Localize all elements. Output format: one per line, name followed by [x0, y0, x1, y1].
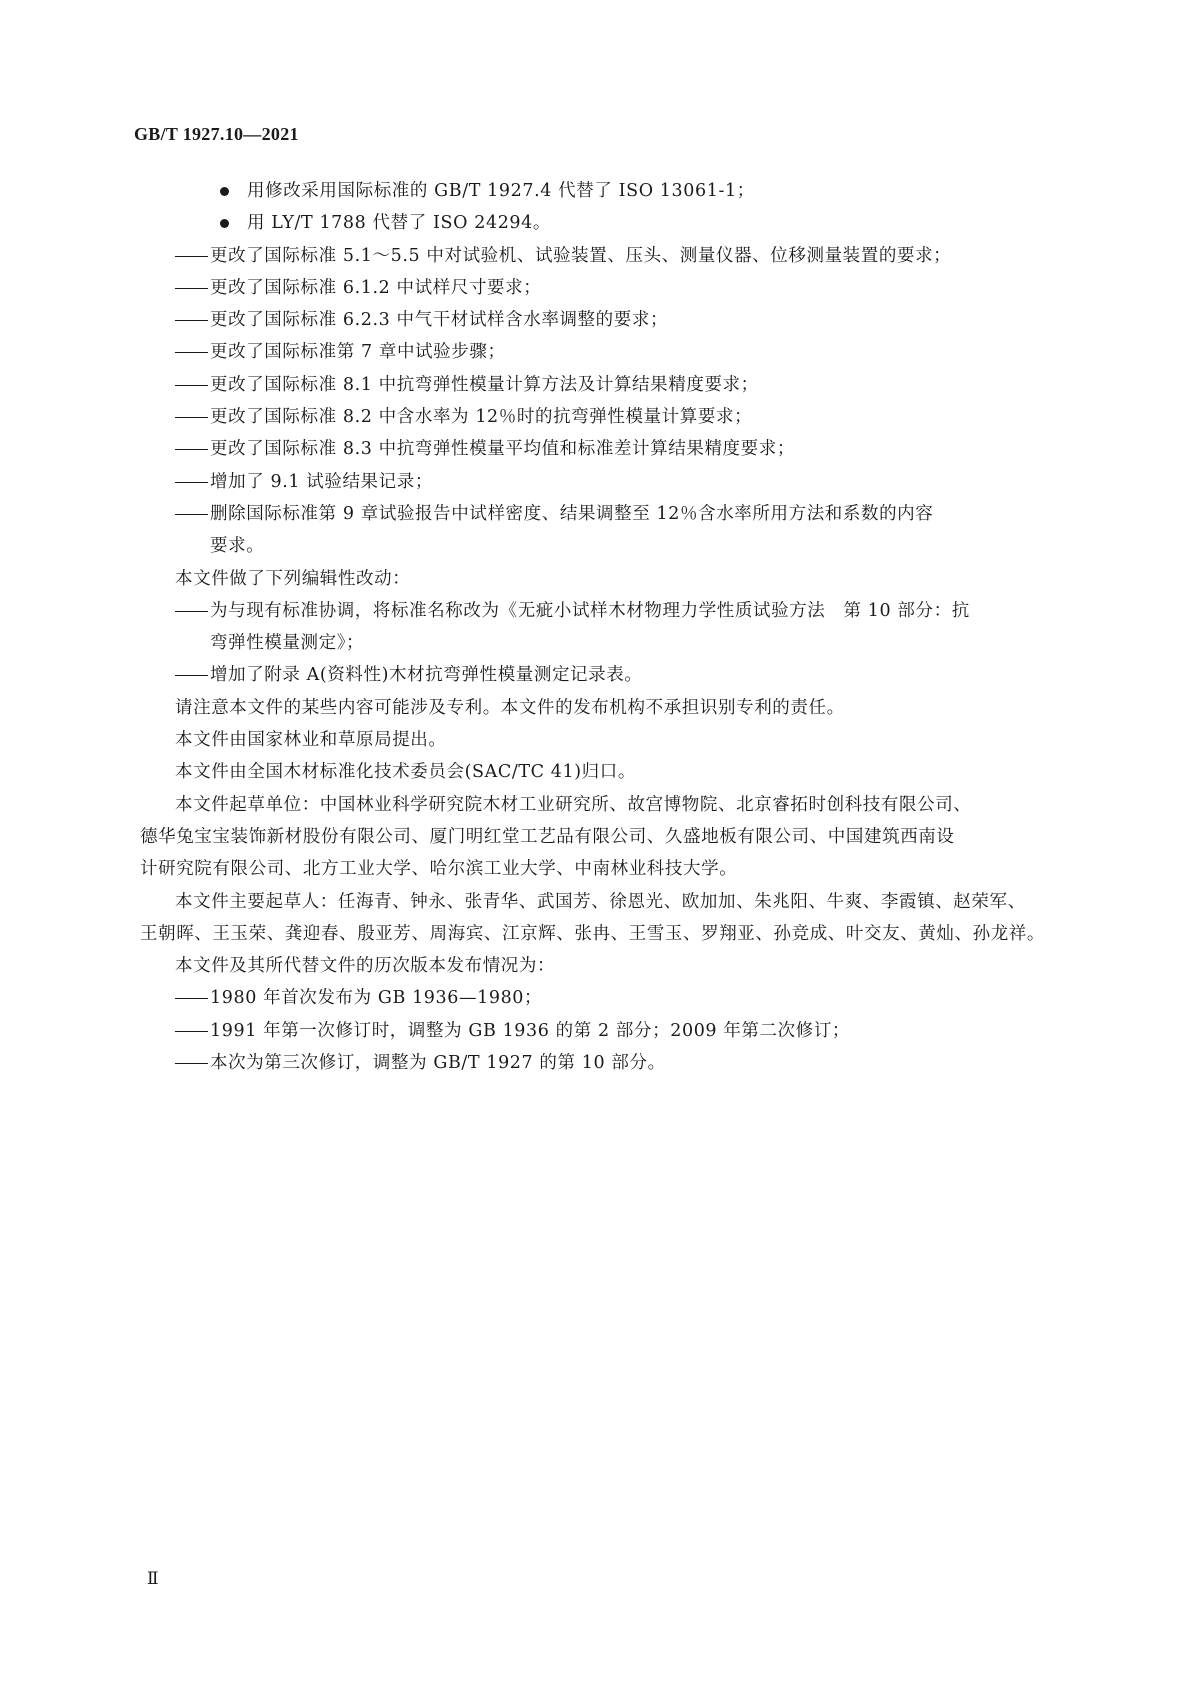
editorial-item — [175, 659, 1055, 691]
change-item — [175, 466, 1055, 498]
dash-mark-icon — [175, 352, 208, 353]
change-text-continued: 要求。 — [210, 536, 265, 557]
bullet-text: 用修改采用国际标准的 GB/T 1927.4 代替了 ISO 13061-1； — [247, 181, 755, 201]
document-body — [140, 175, 1055, 1079]
patent-note: 请注意本文件的某些内容可能涉及专利。本文件的发布机构不承担识别专利的责任。 — [175, 697, 845, 718]
dash-mark-icon — [175, 998, 208, 999]
dash-mark-icon — [175, 256, 208, 257]
dash-mark-icon — [175, 514, 208, 515]
change-item — [175, 272, 1055, 304]
dash-mark-icon — [175, 288, 208, 289]
document-id-header: GB/T 1927.10—2021 — [134, 124, 299, 144]
change-text: 更改了国际标准 8.3 中抗弯弹性模量平均值和标准差计算结果精度要求； — [210, 439, 795, 460]
drafters-line: 王朝晖、王玉荣、龚迎春、殷亚芳、周海宾、江京辉、张冉、王雪玉、罗翔亚、孙竞成、叶交友、黄灿、孙龙祥。 — [140, 923, 1045, 944]
bullet-text: 用 LY/T 1788 代替了 ISO 24294。 — [247, 213, 551, 234]
drafting-units-line: 本文件起草单位：中国林业科学研究院木材工业研究所、故宫博物院、北京睿拓时创科技有限公司、 — [175, 794, 972, 815]
drafting-units-line: 德华兔宝宝装饰新材股份有限公司、厦门明红堂工艺品有限公司、久盛地板有限公司、中国建筑西南设 — [140, 826, 955, 847]
drafting-units-line: 计研究院有限公司、北方工业大学、哈尔滨工业大学、中南林业科技大学。 — [140, 859, 738, 880]
change-text: 更改了国际标准 8.2 中含水率为 12％时的抗弯弹性模量计算要求； — [210, 407, 753, 428]
dash-mark-icon — [175, 417, 208, 418]
dash-mark-icon — [175, 320, 208, 321]
drafters-line: 本文件主要起草人：任海青、钟永、张青华、武国芳、徐恩光、欧加加、朱兆阳、牛爽、李霞镇、赵荣军、 — [175, 891, 1026, 912]
history-text: 1980 年首次发布为 GB 1936—1980； — [210, 988, 543, 1009]
history-text: 本次为第三次修订，调整为 GB/T 1927 的第 10 部分。 — [210, 1053, 666, 1074]
bullet-item — [175, 207, 1055, 239]
change-item — [175, 401, 1055, 433]
page-number: Ⅱ — [147, 1569, 158, 1588]
history-item — [175, 982, 1055, 1014]
change-text: 更改了国际标准 5.1～5.5 中对试验机、试验装置、压头、测量仪器、位移测量装置的要求； — [210, 245, 952, 266]
history-text: 1991 年第一次修订时，调整为 GB 1936 的第 2 部分；2009 年第二次修订； — [210, 1020, 851, 1041]
change-text: 删除国际标准第 9 章试验报告中试样密度、结果调整至 12％含水率所用方法和系数的内容 — [210, 503, 934, 524]
bullet-dot-icon — [220, 187, 229, 196]
dash-mark-icon — [175, 449, 208, 450]
editorial-intro: 本文件做了下列编辑性改动： — [175, 568, 411, 589]
change-text: 增加了 9.1 试验结果记录； — [210, 471, 433, 492]
dash-mark-icon — [175, 385, 208, 386]
editorial-text-continued: 弯弹性模量测定》； — [210, 633, 365, 654]
change-text: 更改了国际标准 6.1.2 中试样尺寸要求； — [210, 277, 542, 298]
bullet-item — [175, 175, 1055, 207]
committee-note: 本文件由全国木材标准化技术委员会(SAC/TC 41)归口。 — [175, 762, 636, 783]
dash-mark-icon — [175, 675, 208, 676]
change-item — [175, 433, 1055, 465]
dash-mark-icon — [175, 482, 208, 483]
history-item — [175, 1015, 1055, 1047]
change-item — [175, 336, 1055, 368]
change-text: 更改了国际标准第 7 章中试验步骤； — [210, 342, 506, 363]
change-text: 更改了国际标准 6.2.3 中气干材试样含水率调整的要求； — [210, 310, 669, 331]
editorial-text: 为与现有标准协调，将标准名称改为《无疵小试样木材物理力学性质试验方法 第 10 部分：抗 — [210, 600, 970, 621]
proposer-note: 本文件由国家林业和草原局提出。 — [175, 730, 447, 751]
change-item — [175, 369, 1055, 401]
dash-mark-icon — [175, 611, 208, 612]
editorial-item — [175, 595, 1055, 627]
history-item — [175, 1047, 1055, 1079]
dash-mark-icon — [175, 1031, 208, 1032]
history-intro: 本文件及其所代替文件的历次版本发布情况为： — [175, 956, 556, 977]
change-text: 更改了国际标准 8.1 中抗弯弹性模量计算方法及计算结果精度要求； — [210, 374, 759, 395]
change-item — [175, 498, 1055, 530]
change-item — [175, 240, 1055, 272]
dash-mark-icon — [175, 1063, 208, 1064]
change-item — [175, 304, 1055, 336]
editorial-text: 增加了附录 A(资料性)木材抗弯弹性模量测定记录表。 — [210, 665, 643, 686]
